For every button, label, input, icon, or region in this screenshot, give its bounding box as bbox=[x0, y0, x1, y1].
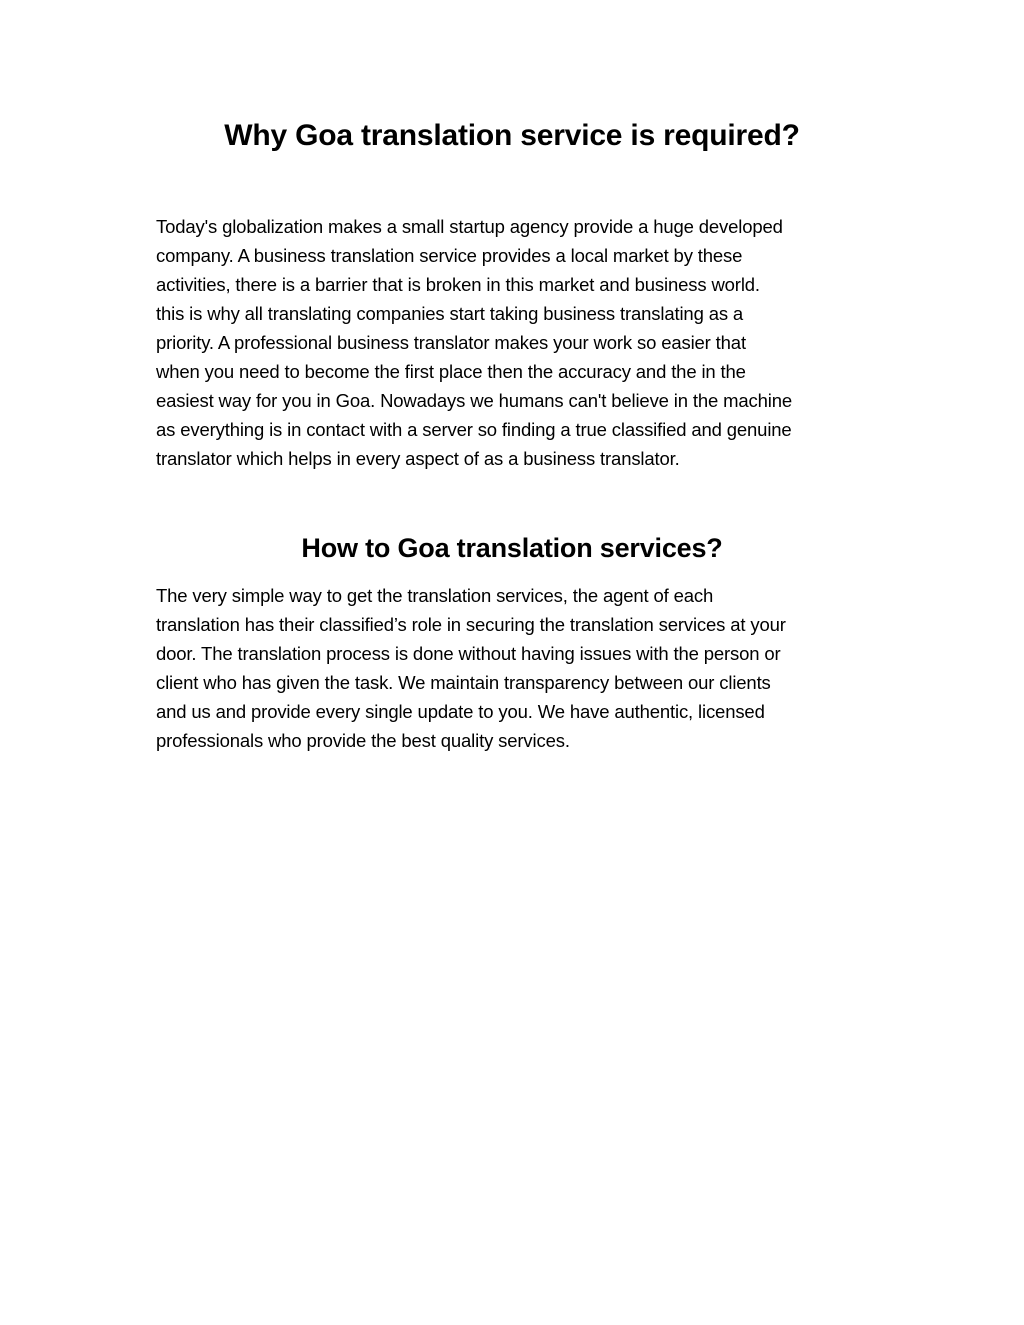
section-1-paragraph bbox=[156, 212, 876, 473]
paragraph-line: company. A business translation service provides a local market by these bbox=[156, 245, 743, 266]
paragraph-line: activities, there is a barrier that is broken in this market and business world. bbox=[156, 274, 760, 295]
section-2-paragraph bbox=[156, 581, 876, 755]
paragraph-line: priority. A professional business translator makes your work so easier that bbox=[156, 332, 746, 353]
section-2-heading: How to Goa translation services? bbox=[301, 533, 723, 563]
paragraph-line: door. The translation process is done without having issues with the person or bbox=[156, 643, 781, 664]
paragraph-line: easiest way for you in Goa. Nowadays we humans can't believe in the machine bbox=[156, 390, 793, 411]
paragraph-line: professionals who provide the best quality services. bbox=[156, 730, 570, 751]
paragraph-line: as everything is in contact with a server so finding a true classified and genuine bbox=[156, 419, 792, 440]
paragraph-line: when you need to become the first place then the accuracy and the in the bbox=[156, 361, 746, 382]
paragraph-line: translation has their classified’s role in securing the translation services at your bbox=[156, 614, 786, 635]
paragraph-line: and us and provide every single update to you. We have authentic, licensed bbox=[156, 701, 765, 722]
paragraph-line: client who has given the task. We maintain transparency between our clients bbox=[156, 672, 771, 693]
paragraph-line: this is why all translating companies start taking business translating as a bbox=[156, 303, 744, 324]
paragraph-line: translator which helps in every aspect of as a business translator. bbox=[156, 448, 680, 469]
section-1-heading: Why Goa translation service is required? bbox=[224, 119, 800, 152]
paragraph-line: The very simple way to get the translation services, the agent of each bbox=[156, 585, 714, 606]
paragraph-line: Today's globalization makes a small startup agency provide a huge developed bbox=[156, 216, 783, 237]
